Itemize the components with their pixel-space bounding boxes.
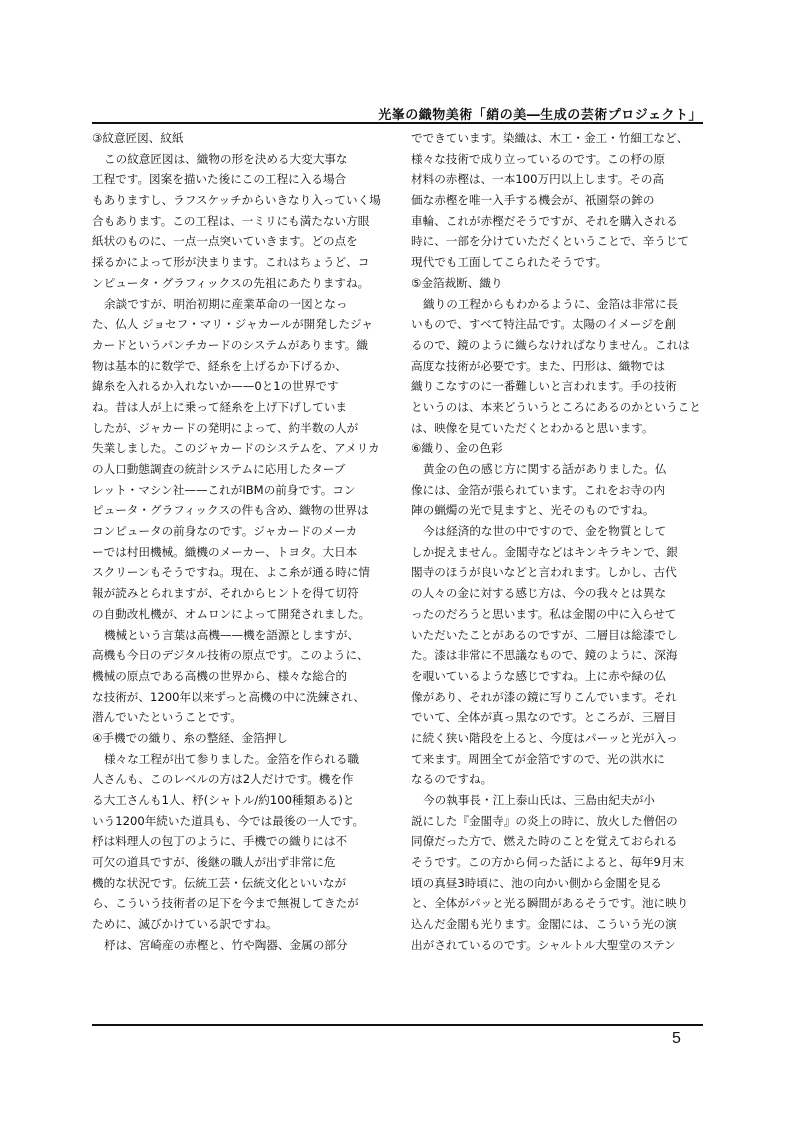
text-line: 説にした『金閣寺』の炎上の時に、放火した僧侶の: [411, 813, 678, 828]
text-line: でできています。染織は、木工・金工・竹細工など、: [411, 131, 689, 145]
text-line: て来ます。周囲全てが金箔ですので、光の洪水に: [411, 751, 665, 766]
text-line: 潜んでいたということです。: [92, 710, 242, 725]
text-line: 人さんも、このレベルの方は2人だけです。機を作: [92, 772, 354, 787]
text-line: 車輪、これが赤樫だそうですが、それを購入される: [411, 213, 678, 228]
text-line: ーでは村田機械。織機のメーカー、トヨタ。大日本: [92, 544, 358, 559]
text-line: なるのですね。: [411, 772, 493, 787]
text-line: ね。昔は人が上に乗って経糸を上げ下げしていま: [92, 399, 348, 414]
footer-rule: [92, 1024, 703, 1026]
text-line: 今は経済的な世の中ですので、金を物質として: [423, 524, 667, 539]
text-line: 報が読みとられますが、それからヒントを得て切符: [92, 586, 359, 601]
text-line: な技術が、1200年以来ずっと高機の中に洗練され、: [92, 689, 365, 704]
text-line: た。漆は非常に不思議なもので、鏡のように、深海: [411, 648, 678, 663]
text-line: 込んだ金閣も光ります。金閣には、こういう光の演: [411, 917, 677, 932]
text-line: ら、こういう技術者の足下を今まで無視してきたが: [92, 896, 359, 911]
text-line: の人々の金に対する感じ方は、今の我々とは異な: [411, 586, 667, 601]
text-line: 機械という言葉は高機——機を語源としますが、: [104, 627, 360, 642]
text-line: いただいたことがあるのですが、二層目は総漆でし: [411, 627, 678, 642]
text-line: 合もあります。この工程は、一ミリにも満たない方眼: [92, 213, 370, 228]
text-line: 杼は、宮崎産の赤樫と、竹や陶器、金属の部分: [104, 937, 348, 952]
section-heading: ④手機での織り、糸の整経、金箔押し: [92, 730, 288, 745]
text-line: は、映像を見ていただくとわかると思います。: [411, 420, 654, 435]
text-line: る大工さんも1人、杼(シャトル/約100種類ある)と: [92, 793, 355, 807]
text-line: ったのだろうと思います。私は金閣の中に入らせて: [411, 606, 677, 621]
text-line: 機械の原点である高機の世界から、様々な総合的: [92, 668, 348, 683]
text-line: 材料の赤樫は、一本100万円以上します。その高: [411, 172, 665, 187]
text-line: 黄金の色の感じ方に関する話がありました。仏: [423, 462, 667, 476]
text-line: 陣の蝋燭の光で見ますと、光そのものですね。: [411, 503, 655, 518]
text-line: この紋意匠図は、織物の形を決める大変大事な: [104, 151, 348, 166]
section-heading: ⑤金箔裁断、織り: [411, 275, 503, 290]
text-line: 像には、金箔が張られています。これをお寺の内: [411, 482, 666, 497]
text-line: 頃の真昼3時頃に、池の向かい側から金閣を見る: [411, 875, 662, 890]
header-rule: [92, 122, 703, 124]
right-text-column: [411, 128, 707, 956]
section-heading: ⑥織り、金の色彩: [411, 441, 503, 456]
text-line: 物は基本的に数学で、経糸を上げるか下げるか、: [92, 358, 347, 373]
text-line: と、全体がパッと光る瞬間があるそうです。池に映り: [411, 896, 689, 911]
text-line: 杼は料理人の包丁のように、手機での織りには不: [92, 834, 348, 849]
text-line: 高機も今日のデジタル技術の原点です。このように、: [92, 648, 369, 663]
text-line: 織りこなすのに一番難しいと言われます。手の技術: [411, 379, 677, 394]
text-line: 様々な工程が出て参りました。金箔を作られる職: [104, 751, 360, 766]
text-line: そうです。この方から伺った話によると、毎年9月末: [411, 855, 685, 870]
text-line: レット・マシン社——これがIBMの前身です。コン: [92, 482, 356, 497]
text-line: 時に、一部を分けていただくということで、辛うじて: [411, 234, 690, 249]
text-line: 現代でも工面してこられたそうです。: [411, 255, 608, 270]
text-line: ンピュータ・グラフィックスの先祖にあたりますね。: [92, 275, 370, 290]
text-line: スクリーンもそうですね。現在、よこ糸が通る時に情: [92, 565, 371, 580]
page-number: 5: [672, 1030, 681, 1047]
text-line: 緯糸を入れるか入れないか——0と1の世界です: [92, 379, 339, 394]
left-text-column: [92, 128, 388, 956]
text-line: 様々な技術で成り立っているのです。この杼の原: [411, 151, 666, 166]
text-line: いもので、すべて特注品です。太陽のイメージを創: [411, 317, 676, 332]
text-line: 同僚だった方で、燃えた時のことを覚えておられる: [411, 834, 678, 849]
text-line: というのは、本来どういうところにあるのかということ: [411, 399, 701, 414]
text-line: いう1200年続いた道具も、今では最後の一人です。: [92, 813, 365, 828]
text-line: を覗いているような感じですね。上に赤や緑の仏: [411, 668, 667, 683]
text-line: 高度な技術が必要です。また、円形は、織物では: [411, 358, 666, 373]
text-line: でいて、全体が真っ黒なのです。ところが、三層目: [411, 710, 677, 725]
text-line: 余談ですが、明治初期に産業革命の一図となっ: [104, 296, 348, 311]
text-line: したが、ジャカードの発明によって、約半数の人が: [92, 420, 359, 435]
text-line: の人口動態調査の統計システムに応用したターブ: [92, 462, 346, 476]
text-line: 今の執事長・江上泰山氏は、三島由紀夫が小: [423, 793, 655, 807]
text-line: 機的な状況です。伝統工芸・伝統文化といいなが: [92, 875, 347, 890]
text-line: 紙状のものに、一点一点突いていきます。どの点を: [92, 234, 358, 249]
text-line: 失業しました。このジャカードのシステムを、アメリカ: [92, 441, 380, 456]
text-line: に続く狭い階段を上ると、今度はパーッと光が入っ: [411, 730, 678, 745]
text-line: もありますし、ラフスケッチからいきなり入っていく場: [92, 193, 381, 208]
text-line: 閣寺のほうが良いなどと言われます。しかし、古代: [411, 565, 677, 580]
section-heading: ③紋意匠図、紋紙: [92, 131, 184, 145]
text-line: の自動改札機が、オムロンによって開発されました。: [92, 606, 371, 621]
running-header-title: 光峯の織物美術「綃の美―生成の芸術プロジェクト」: [378, 108, 702, 123]
text-line: 出がされているのです。シャルトル大聖堂のステン: [411, 937, 676, 952]
text-line: ピュータ・グラフィックスの件も含め、織物の世界は: [92, 503, 369, 518]
text-line: カードというパンチカードのシステムがあります。織: [92, 337, 368, 352]
text-line: 像があり、それが漆の鏡に写りこんでいます。それ: [411, 689, 677, 704]
text-line: ために、滅びかけている訳ですね。: [92, 917, 278, 932]
text-line: 織りの工程からもわかるように、金箔は非常に長: [423, 296, 679, 311]
text-line: コンピュータの前身なのです。ジャカードのメーカ: [92, 524, 358, 539]
text-line: しか捉えません。金閣寺などはキンキラキンで、銀: [411, 544, 678, 559]
text-line: 可欠の道具ですが、後継の職人が出ず非常に危: [92, 855, 336, 870]
text-line: るので、鏡のように織らなければなりません。これは: [411, 337, 690, 352]
text-line: 価な赤樫を唯一入手する機会が、祇園祭の鉾の: [411, 193, 655, 208]
text-line: 工程です。図案を描いた後にこの工程に入る場合: [92, 172, 347, 187]
text-line: た、仏人 ジョセフ・マリ・ジャカールが開発したジャ: [92, 317, 374, 332]
text-line: 採るかによって形が決まります。これはちょうど、コ: [92, 255, 370, 270]
